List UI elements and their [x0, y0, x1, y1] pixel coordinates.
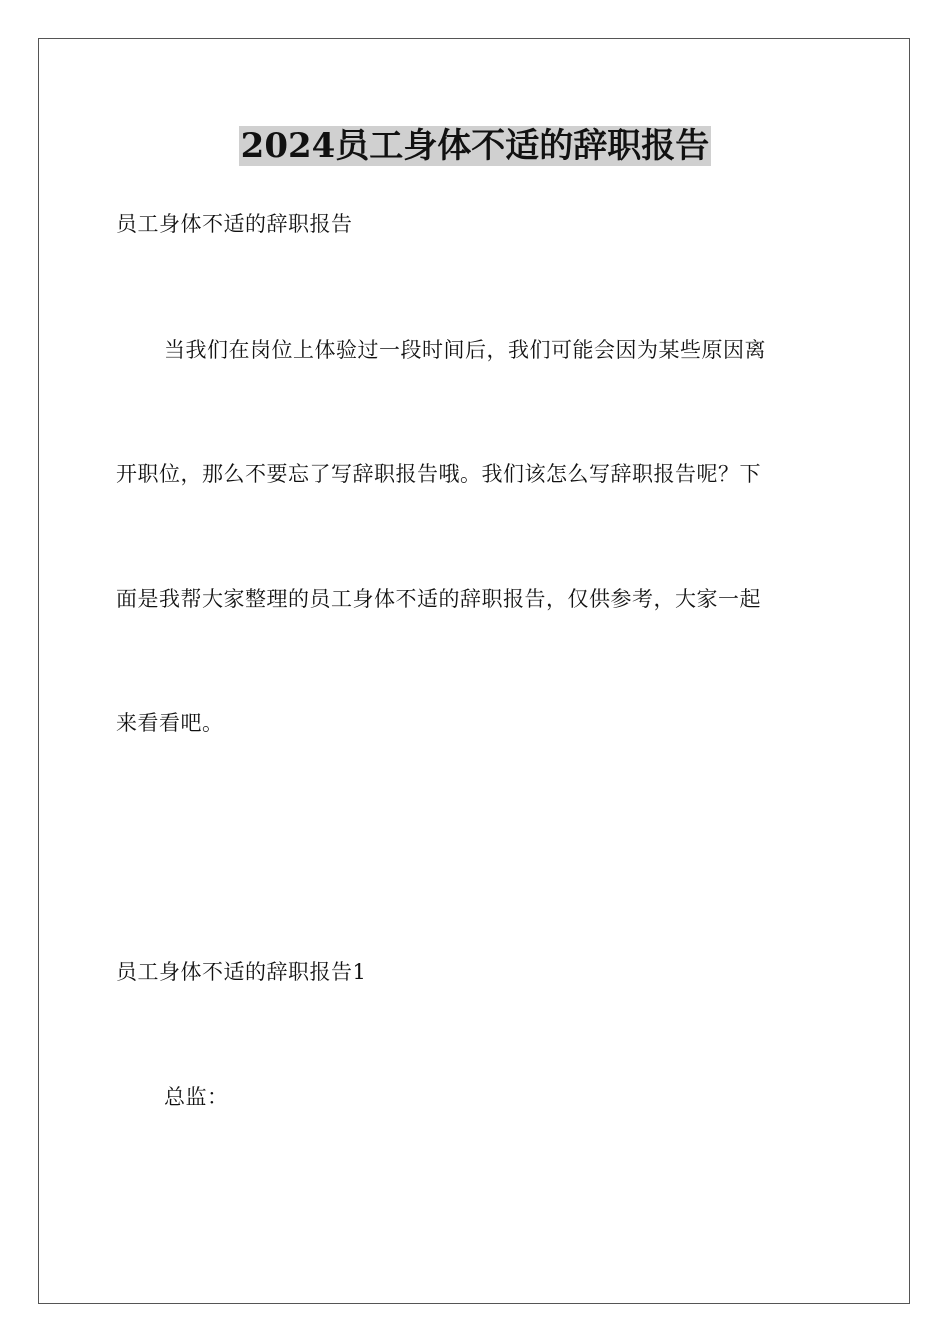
intro-line-1: 当我们在岗位上体验过一段时间后，我们可能会因为某些原因离: [164, 338, 766, 362]
document-title-text: 2024员工身体不适的辞职报告: [240, 126, 710, 166]
intro-line-4: 来看看吧。: [116, 711, 224, 735]
section-heading: 员工身体不适的辞职报告1: [116, 960, 367, 984]
intro-line-2: 开职位，那么不要忘了写辞职报告哦。我们该怎么写辞职报告呢？下: [116, 462, 761, 486]
document-subtitle: 员工身体不适的辞职报告: [116, 212, 353, 236]
document-title: [0, 124, 950, 168]
intro-line-3: 面是我帮大家整理的员工身体不适的辞职报告，仅供参考，大家一起: [116, 587, 761, 611]
salutation: 总监：: [164, 1085, 229, 1109]
